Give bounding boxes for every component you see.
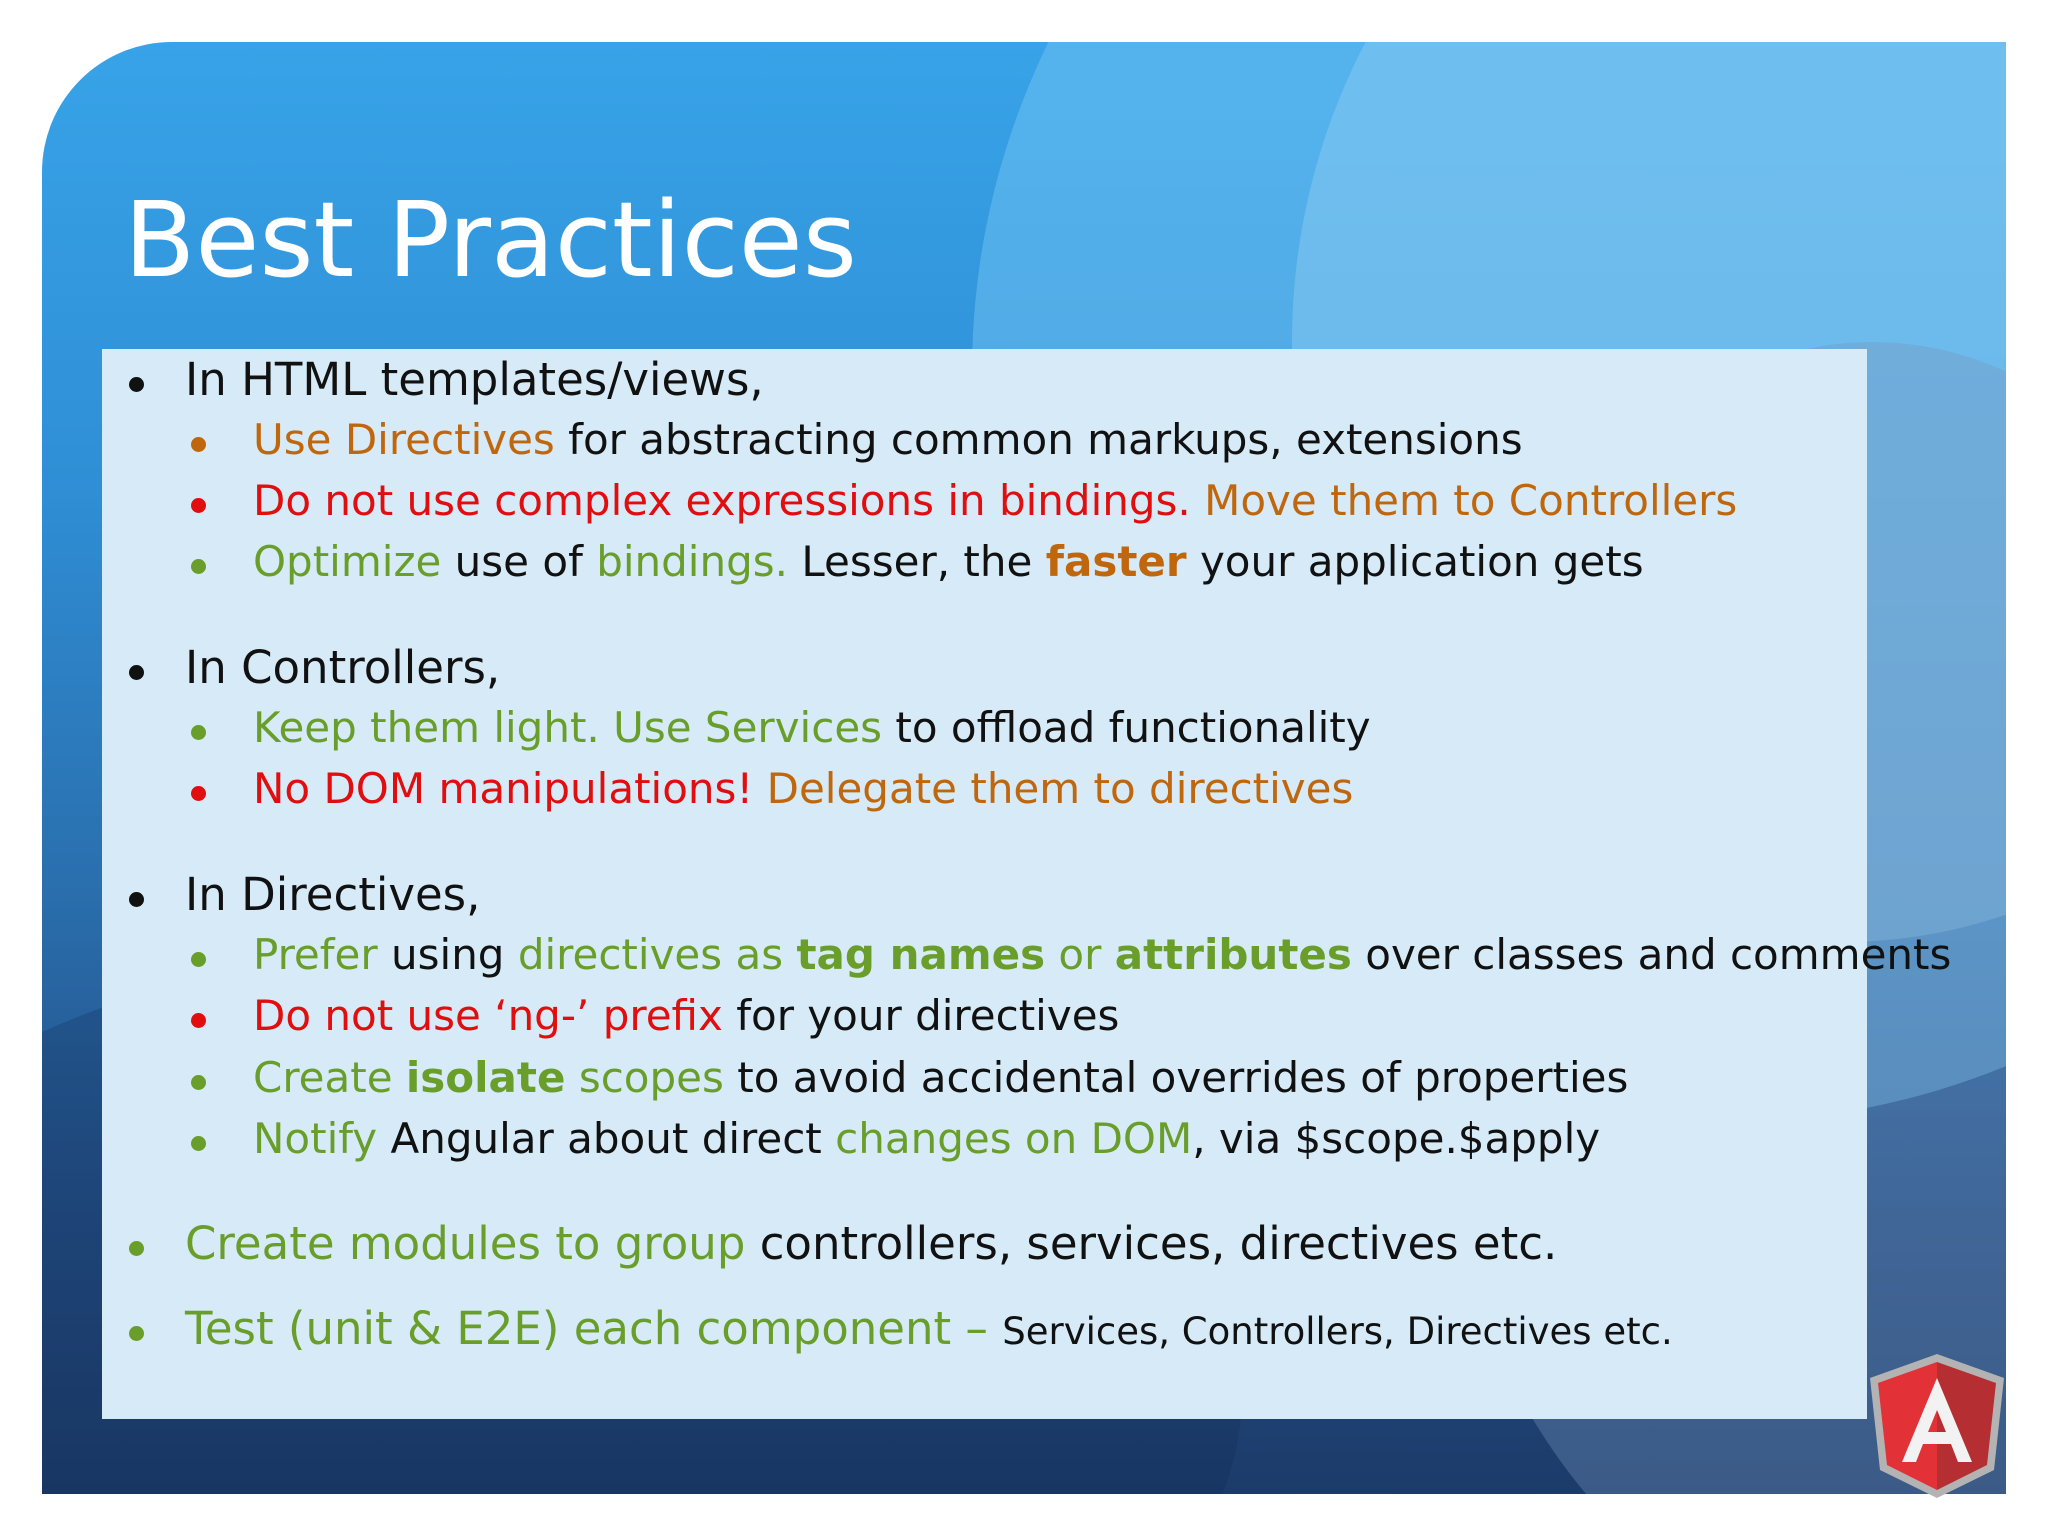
- text-segment: Do not use complex expressions in bindings.: [253, 476, 1191, 525]
- bullet-text: [253, 1114, 1601, 1163]
- bullet-text: [253, 1053, 1629, 1102]
- bullet-dot-icon: [191, 498, 206, 513]
- text-segment: , via $scope.$apply: [1192, 1114, 1601, 1163]
- text-segment: isolate: [405, 1053, 566, 1102]
- text-segment: Use Directives: [253, 415, 555, 464]
- bullet-dot-icon: [129, 665, 144, 680]
- bullet-text: [253, 476, 1738, 525]
- text-segment: use of: [441, 537, 597, 586]
- text-segment: In Directives,: [185, 868, 481, 921]
- text-segment: using: [377, 930, 518, 979]
- text-segment: your application gets: [1186, 537, 1644, 586]
- text-segment: –: [951, 1302, 1003, 1355]
- bullet-dot-icon: [191, 786, 206, 801]
- bullet-text: [253, 537, 1644, 586]
- text-segment: Lesser, the: [788, 537, 1046, 586]
- text-segment: In Controllers,: [185, 641, 501, 694]
- bullet-text: [185, 868, 481, 921]
- bullet-text: [253, 764, 1354, 813]
- text-segment: Keep them light. Use Services: [253, 703, 883, 752]
- text-segment: Prefer: [253, 930, 378, 979]
- bullet-text: [253, 703, 1371, 752]
- bullet-text: [185, 641, 501, 694]
- text-segment: scopes: [565, 1053, 724, 1102]
- text-segment: No DOM manipulations!: [253, 764, 754, 813]
- bullet-dot-icon: [191, 559, 206, 574]
- text-segment: or: [1045, 930, 1115, 979]
- text-segment: for your directives: [722, 991, 1120, 1040]
- text-segment: Angular about direct: [377, 1114, 836, 1163]
- bullet-text: [253, 930, 1952, 979]
- bullet-text: [253, 415, 1523, 464]
- bullet-text: [185, 1217, 1558, 1270]
- text-segment: Optimize: [253, 537, 442, 586]
- text-segment: to offload functionality: [882, 703, 1371, 752]
- bullet-list-panel: [102, 349, 1952, 1419]
- bullet-dot-icon: [129, 892, 144, 907]
- bullet-dot-icon: [129, 1326, 144, 1341]
- text-segment: attributes: [1114, 930, 1352, 979]
- bullet-dot-icon: [191, 725, 206, 740]
- text-segment: controllers, services, directives etc.: [745, 1217, 1558, 1270]
- text-segment: tag names: [796, 930, 1046, 979]
- angularjs-shield-logo-icon: [1866, 1350, 2008, 1500]
- text-segment: changes on DOM: [835, 1114, 1193, 1163]
- bullet-dot-icon: [129, 1241, 144, 1256]
- bullet-text: [185, 1302, 1673, 1355]
- text-segment: Delegate them to directives: [753, 764, 1354, 813]
- text-segment: Do not use ‘ng-’ prefix: [253, 991, 723, 1040]
- text-segment: Notify: [253, 1114, 378, 1163]
- bullet-dot-icon: [191, 437, 206, 452]
- text-segment: Create: [253, 1053, 406, 1102]
- text-segment: In HTML templates/views,: [185, 353, 764, 406]
- text-segment: for abstracting common markups, extensions: [554, 415, 1523, 464]
- text-segment: to avoid accidental overrides of properties: [723, 1053, 1629, 1102]
- text-segment: Create modules to group: [185, 1217, 746, 1270]
- text-segment: bindings.: [596, 537, 788, 586]
- bullet-dot-icon: [191, 1136, 206, 1151]
- bullet-dot-icon: [191, 952, 206, 967]
- text-segment: Test (unit & E2E) each component: [185, 1302, 952, 1355]
- text-segment: Move them to Controllers: [1190, 476, 1738, 525]
- text-segment: Services, Controllers, Directives etc.: [1002, 1310, 1673, 1353]
- bullet-dot-icon: [191, 1013, 206, 1028]
- slide-title: Best Practices: [124, 179, 857, 301]
- bullet-text: [253, 991, 1120, 1040]
- text-segment: directives as: [517, 930, 797, 979]
- bullet-text: [185, 353, 764, 406]
- bullet-dot-icon: [191, 1075, 206, 1090]
- text-segment: over classes and comments: [1351, 930, 1952, 979]
- bullet-dot-icon: [129, 377, 144, 392]
- text-segment: faster: [1045, 537, 1187, 586]
